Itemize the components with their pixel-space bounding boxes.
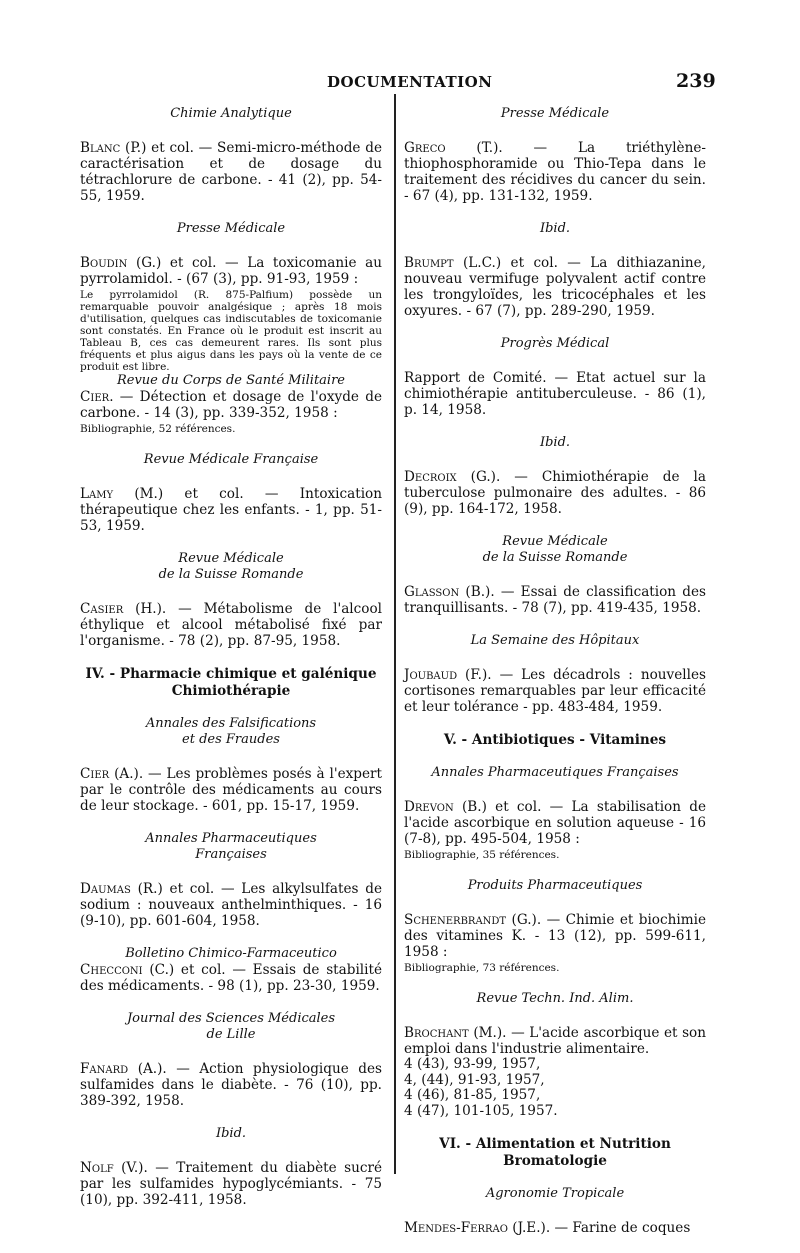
entry-author: Brumpt: [404, 255, 454, 271]
bibliography-entry: [80, 601, 382, 649]
entry-author: Lamy: [80, 486, 114, 502]
page-header: [0, 70, 800, 94]
entry-text: (J.E.). — Farine de coques: [507, 1220, 691, 1236]
journal-heading-line: et des Fraudes: [182, 732, 280, 747]
entry-text: (A.). — Action physiologique des sulfamides dans le diabète. - 76 (10), pp. 389-392, 1958.: [80, 1061, 382, 1109]
journal-heading: Presse Médicale: [176, 221, 286, 236]
bibliography-entry: [404, 1025, 706, 1119]
bibliography-entry: [404, 469, 706, 517]
entry-author: Boudin: [80, 255, 128, 271]
entry-author: Cier: [80, 766, 110, 782]
entry-text: (G.) et col. — La toxicomanie au pyrrolamidol. - (67 (3), pp. 91-93, 1959 :: [80, 255, 382, 287]
reference-line: 4 (43), 93-99, 1957,: [404, 1056, 541, 1072]
journal-heading: Agronomie Tropicale: [485, 1186, 625, 1201]
journal-heading: Produits Pharmaceutiques: [467, 878, 643, 893]
entry-bibliography-note: Bibliographie, 35 références.: [404, 849, 560, 861]
journal-heading-line: de Lille: [206, 1027, 256, 1042]
reference-line: 4 (46), 81-85, 1957,: [404, 1087, 541, 1103]
bibliography-entry: [404, 255, 706, 319]
journal-heading-line: Annales Pharmaceutiques: [145, 831, 317, 846]
entry-author: Greco: [404, 140, 446, 156]
entry-text: (F.). — Les décadrols : nouvelles cortisones remarquables par leur efficacité et leur tolérance - pp. 483-484, 1959.: [404, 667, 706, 715]
entry-author: Fanard: [80, 1061, 129, 1077]
entry-author: Nolf: [80, 1160, 114, 1176]
entry-text: (G.). — Chimiothérapie de la tuberculose pulmonaire des adultes. - 86 (9), pp. 164-172, 1958.: [404, 469, 706, 517]
entry-author: Schenerbrandt: [404, 912, 507, 928]
entry-text: (V.). — Traitement du diabète sucré par les sulfamides hypoglycémiants. - 75 (10), pp. 392-411, 1958.: [80, 1160, 382, 1208]
entry-author: Cier: [80, 389, 110, 405]
journal-heading: [80, 551, 382, 583]
journal-heading-line: de la Suisse Romande: [482, 550, 628, 565]
entry-text: (A.). — Les problèmes posés à l'expert par le contrôle des médicaments au cours de leur stockage. - 601, pp. 15-17, 1959.: [80, 766, 382, 814]
entry-text: (H.). — Métabolisme de l'alcool éthylique et alcool métabolisé fixé par l'organisme. - 78 (2), pp. 87-95, 1958.: [80, 601, 382, 649]
entry-text: (L.C.) et col. — La dithiazanine, nouveau vermifuge polyvalent actif contre les trongyloïdes, les tricocéphales et les oxyures. - 67 (7), pp. 289-290, 1959.: [404, 255, 706, 319]
column-divider: [394, 94, 396, 1174]
journal-heading-line: Revue Médicale: [178, 551, 284, 566]
bibliography-entry: [404, 1220, 706, 1236]
page-number: 239: [676, 70, 716, 92]
section-heading-line: VI. - Alimentation et Nutrition: [439, 1136, 671, 1152]
bibliography-entry: [80, 766, 382, 814]
entry-text: (C.) et col. — Essais de stabilité des médicaments. - 98 (1), pp. 23-30, 1959.: [80, 962, 382, 994]
journal-heading: La Semaine des Hôpitaux: [470, 633, 640, 648]
journal-heading: [80, 831, 382, 863]
journal-heading: Bolletino Chimico-Farmaceutico: [125, 946, 337, 961]
entry-author: Mendes-Ferrao: [404, 1220, 508, 1236]
reference-line: 4, (44), 91-93, 1957,: [404, 1071, 545, 1088]
entry-text: (M.) et col. — Intoxication thérapeutique chez les enfants. - 1, pp. 51-53, 1959.: [80, 486, 382, 534]
bibliography-entry: [80, 486, 382, 534]
entry-text: (G.). — Chimie et biochimie des vitamines K. - 13 (12), pp. 599-611, 1958 :: [404, 912, 706, 960]
journal-heading: Ibid.: [539, 435, 571, 450]
journal-heading: Revue du Corps de Santé Militaire: [116, 373, 345, 388]
entry-author: Daumas: [80, 881, 131, 897]
entry-author: Glasson: [404, 584, 460, 600]
journal-heading-line: de la Suisse Romande: [158, 567, 304, 582]
left-column: [80, 106, 382, 1225]
entry-author: Decroix: [404, 469, 457, 485]
journal-heading: Ibid.: [215, 1126, 247, 1141]
bibliography-entry: [80, 1061, 382, 1109]
entry-bibliography-note: Bibliographie, 52 références.: [80, 423, 236, 435]
section-heading-line: IV. - Pharmacie chimique et galénique: [85, 666, 377, 682]
entry-text: (M.). — L'acide ascorbique et son emploi dans l'industrie alimentaire.: [404, 1025, 706, 1057]
entry-text: (T.). — La triéthylène-thiophosphoramide ou Thio-Tepa dans le traitement des récidives du cancer du sein. - 67 (4), pp. 131-132, 1959.: [404, 140, 706, 204]
entry-author: Joubaud: [404, 667, 458, 683]
entry-author: Brochant: [404, 1025, 469, 1041]
journal-heading: [80, 716, 382, 748]
journal-heading: Presse Médicale: [500, 106, 610, 121]
entry-text: Rapport de Comité. — Etat actuel sur la chimiothérapie antituberculeuse. - 86 (1), p. 14, 1958.: [404, 370, 706, 418]
section-heading: V. - Antibiotiques - Vitamines: [443, 732, 667, 748]
entry-abstract: Le pyrrolamidol (R. 875-Palfium) possède un remarquable pouvoir analgésique ; après 18 mois d'utilisation, quelques cas indiscutables de toxicomanie sont constatés. En France où le produit est inscrit au Tableau B, ces cas demeurent rares. Ils sont plus fréquents et plus aigus dans les pays où la vente de ce produit est libre.: [80, 289, 382, 373]
journal-heading: [80, 1011, 382, 1043]
journal-heading: Ibid.: [539, 221, 571, 236]
journal-heading: Revue Médicale Française: [143, 452, 319, 467]
bibliography-entry: [80, 1160, 382, 1208]
bibliography-entry: [404, 140, 706, 204]
journal-heading: Annales Pharmaceutiques Françaises: [431, 765, 679, 780]
journal-heading: Chimie Analytique: [170, 106, 292, 121]
bibliography-entry: [404, 584, 706, 616]
entry-references: [404, 1057, 706, 1119]
journal-heading: [404, 534, 706, 566]
entry-author: Blanc: [80, 140, 121, 156]
journal-heading-line: Annales des Falsifications: [145, 716, 317, 731]
entry-bibliography-note: Bibliographie, 73 références.: [404, 962, 560, 974]
bibliography-entry: [80, 255, 382, 373]
entry-text: (R.) et col. — Les alkylsulfates de sodium : nouveaux anthelminthiques. - 16 (9-10), pp. 601-604, 1958.: [80, 881, 382, 929]
bibliography-entry: [80, 962, 382, 994]
bibliography-entry: [80, 881, 382, 929]
reference-line: 4 (47), 101-105, 1957.: [404, 1102, 558, 1119]
journal-heading: Progrès Médical: [500, 336, 610, 351]
entry-text: (B.). — Essai de classification des tranquillisants. - 78 (7), pp. 419-435, 1958.: [404, 584, 706, 616]
journal-heading-line: Revue Médicale: [502, 534, 608, 549]
entry-author: Drevon: [404, 799, 454, 815]
section-heading-line: Chimiothérapie: [171, 683, 291, 699]
running-head: DOCUMENTATION: [327, 73, 493, 91]
bibliography-entry: [404, 370, 706, 418]
section-heading: [404, 1136, 706, 1170]
entry-text: . — Détection et dosage de l'oxyde de carbone. - 14 (3), pp. 339-352, 1958 :: [80, 389, 382, 421]
section-heading-line: Bromatologie: [503, 1153, 607, 1169]
entry-author: Casier: [80, 601, 124, 617]
section-heading: [80, 666, 382, 700]
entry-text: (P.) et col. — Semi-micro-méthode de caractérisation et de dosage du tétrachlorure de carbone. - 41 (2), pp. 54-55, 1959.: [80, 140, 382, 204]
entry-text: (B.) et col. — La stabilisation de l'acide ascorbique en solution aqueuse - 16 (7-8), pp. 495-504, 1958 :: [404, 799, 706, 847]
bibliography-entry: [404, 912, 706, 974]
bibliography-entry: [80, 140, 382, 204]
right-column: [404, 106, 706, 1253]
journal-heading-line: Journal des Sciences Médicales: [126, 1011, 336, 1026]
bibliography-entry: [80, 389, 382, 435]
journal-heading: Revue Techn. Ind. Alim.: [476, 991, 634, 1006]
entry-author: Checconi: [80, 962, 143, 978]
bibliography-entry: [404, 799, 706, 861]
journal-heading-line: Françaises: [195, 847, 267, 862]
bibliography-entry: [404, 667, 706, 715]
